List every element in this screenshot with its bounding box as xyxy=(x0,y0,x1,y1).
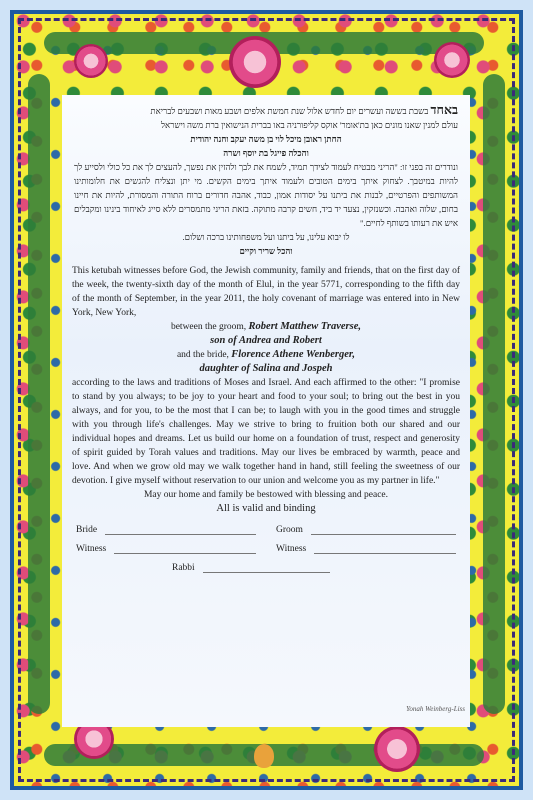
english-intro: This ketubah witnesses before God, the Jewish community, family and friends, that on the first day of the week, the twenty-sixth day of the month of Elul, in the year 5771, corresponding to the fifth day of the month of September, in the year 2011, the holy covenant of marriage was entered into in New York, New York, xyxy=(72,266,460,318)
english-between: between the groom, xyxy=(170,322,247,332)
groom-parents: son of Andrea and Robert xyxy=(210,335,322,346)
hebrew-line-2: עולם למנין שאנו מונים כאן בת'אומר' אוקס קליפורניה באו בברית הנישואין ברת משה וישראל xyxy=(160,120,458,130)
groom-name: Robert Matthew Traverse, xyxy=(248,321,362,332)
witness-signature-line-1[interactable] xyxy=(114,543,256,554)
artist-signature: Yonah Weinberg-Liss xyxy=(406,705,465,713)
witness-label-1: Witness xyxy=(76,544,107,554)
rabbi-signature-line[interactable] xyxy=(203,562,330,573)
english-and-bride: and the bride, xyxy=(176,350,229,360)
hebrew-text-block xyxy=(62,103,470,258)
ketubah-text-panel xyxy=(62,95,470,727)
bride-name: Florence Athene Wenberger, xyxy=(231,349,356,360)
hebrew-vows: ונודרים זה בפני זו: "הריני מבטיח לעמוד לצידך תמיד, לשמח את לבך ולהזין את נפשך, להעצים לך את כל כולי ולסייע לך להיות במיטבך. לצחוק איתך בימים הטובים ולעמוד איתך בימים הקשים. מי יתן ונצליח להגשים את חלומותינו המשותפים והפרטיים, לבנות את ביתנו על יסודות אמון, כבוד, אהבה חדורים ברוח התורה והמסורת, להיות את חיינו בחום, שלוה ואהבה. וכשנזקין, נצעד יד ביד, חשים קרבה מתוקה. בזאת הריני מתמסרים ללא סייג לאיחוד בינינו ומקבלים איש את רעותו בשותף לחיים." xyxy=(74,162,458,228)
pomegranate-icon xyxy=(254,744,274,768)
hebrew-bride-line: והכלה פייגל בת יוסף ושרה xyxy=(223,148,309,158)
hebrew-groom-line: החתן ראובן מיכל לוי בן משה יעקב וחנה יהודית xyxy=(190,134,342,144)
leaf-vine-left xyxy=(28,74,50,714)
hebrew-line-1: בשבת בששה ועשרים יום לחדש אלול שנת חמשת אלפים ושבע מאות ושבעים לבריאת xyxy=(150,106,429,116)
witness-signature-line-2[interactable] xyxy=(314,543,456,554)
signature-row-2 xyxy=(62,543,470,554)
poppy-flower-topleft xyxy=(74,44,108,78)
rabbi-label: Rabbi xyxy=(172,563,195,573)
bride-label: Bride xyxy=(76,525,98,535)
english-blessing: May our home and family be bestowed with blessing and peace. xyxy=(143,490,389,500)
signature-row-1 xyxy=(62,524,470,535)
poppy-flower-bottom xyxy=(374,726,420,772)
groom-label: Groom xyxy=(276,525,303,535)
signature-row-3 xyxy=(62,562,470,573)
witness-label-2: Witness xyxy=(276,544,307,554)
poppy-flower-topright xyxy=(434,42,470,78)
hebrew-blessing: לו יבוא עלינו, על ביתנו ועל משפחותינו ברכה ושלום. xyxy=(182,232,350,242)
leaf-vine-right xyxy=(483,74,505,714)
hebrew-closing: והכל שריר וקיים xyxy=(239,246,293,256)
english-text-block xyxy=(62,264,470,516)
bride-signature-line[interactable] xyxy=(105,524,256,535)
poppy-flower-top xyxy=(229,36,281,88)
hebrew-opening-word: באחד xyxy=(430,103,458,117)
bride-parents: daughter of Salina and Jospeh xyxy=(199,363,333,374)
english-vows: according to the laws and traditions of Moses and Israel. And each affirmed to the other: "I promise to stand by you always; to be joy to your heart and food to your soul; to bring out the best in you always, and for you, to be the most that I can be; to laugh with you in the good times and struggle with you through life's challenges. May we strive to bring to fruition both our shared and our individual hopes and dreams. Let us build our home on a foundation of trust, respect and generosity of spirit guided by Torah values and traditions. May our lives be embraced by warmth, peace and love. And when we grow old may we walk together hand in hand, still feeling the sweetness of our devotion. I give myself without reservation to our union and welcome you as my partner in life." xyxy=(72,378,460,486)
groom-signature-line[interactable] xyxy=(311,524,456,535)
english-closing: All is valid and binding xyxy=(216,503,316,514)
